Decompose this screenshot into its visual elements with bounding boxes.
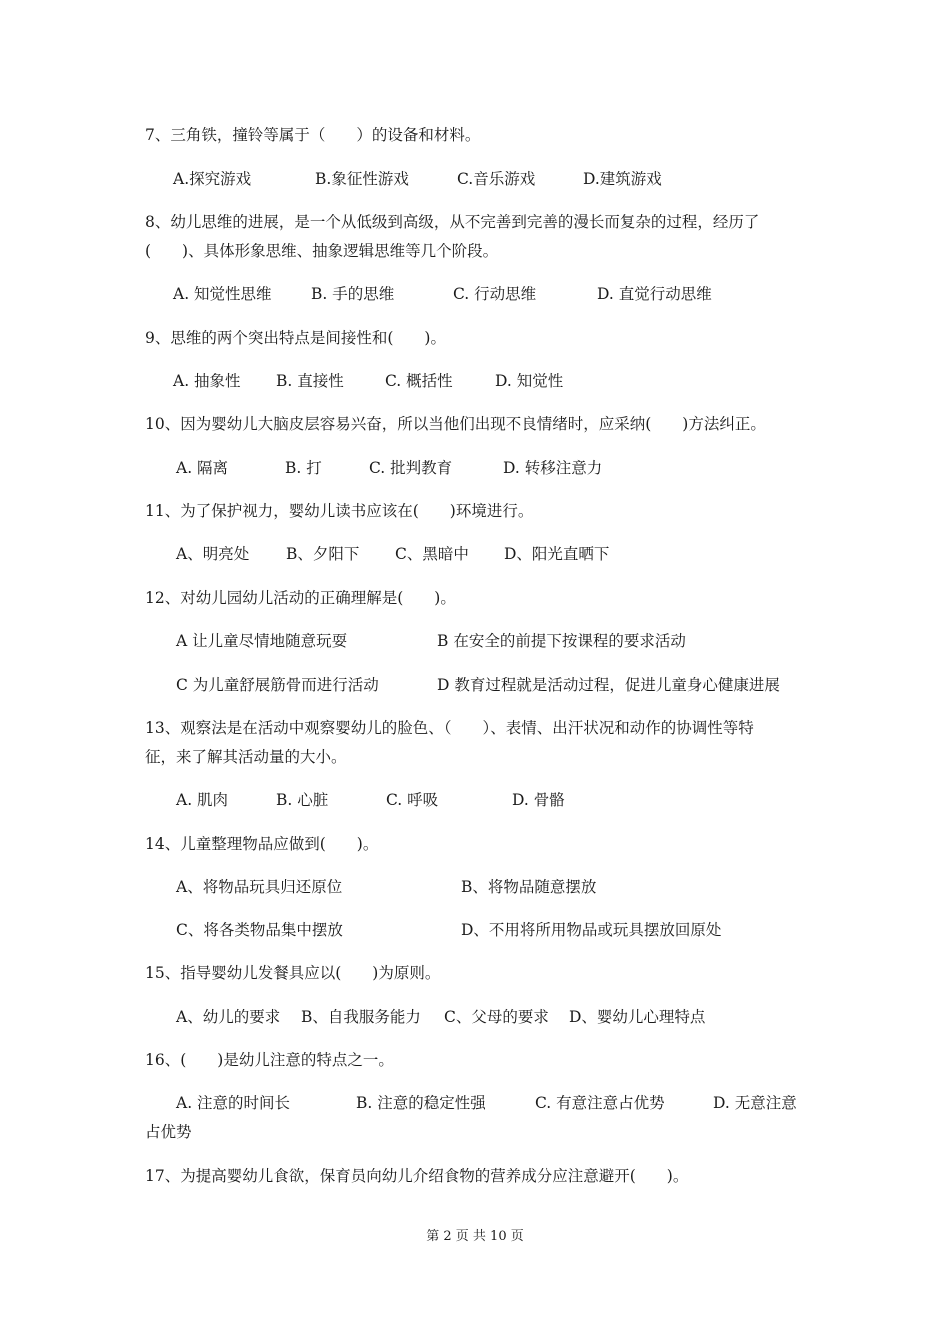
question-9-option-a: A. 抽象性 [173, 372, 241, 390]
page-footer: 第 2 页 共 10 页 [426, 1229, 524, 1244]
question-11-option-b: B、夕阳下 [286, 545, 360, 563]
question-15-stem: 15、指导婴幼儿发餐具应以( )为原则。 [145, 964, 441, 982]
question-16-option-b: B. 注意的稳定性强 [356, 1094, 486, 1112]
question-13-option-c: C. 呼吸 [386, 791, 439, 809]
question-8-option-d: D. 直觉行动思维 [597, 285, 712, 303]
question-15-option-b: B、自我服务能力 [301, 1008, 421, 1026]
question-16-option-c: C. 有意注意占优势 [535, 1094, 665, 1112]
question-7-option-c: C.音乐游戏 [457, 170, 536, 188]
question-11-option-a: A、明亮处 [176, 545, 250, 563]
question-11-option-c: C、黑暗中 [395, 545, 469, 563]
question-11-stem: 11、为了保护视力，婴幼儿读书应该在( )环境进行。 [145, 502, 534, 520]
question-16-option-a: A. 注意的时间长 [176, 1094, 291, 1112]
question-16-option-d: D. 无意注意 [713, 1094, 797, 1112]
question-8-stem-line-2: ( )、具体形象思维、抽象逻辑思维等几个阶段。 [145, 242, 499, 260]
question-8-option-a: A. 知觉性思维 [173, 285, 272, 303]
question-10-option-a: A. 隔离 [176, 459, 229, 477]
question-12-option-d: D 教育过程就是活动过程，促进儿童身心健康进展 [437, 676, 780, 694]
question-7-option-d: D.建筑游戏 [583, 170, 662, 188]
question-9-option-c: C. 概括性 [385, 372, 453, 390]
question-13-option-a: A. 肌肉 [176, 791, 229, 809]
question-9-option-d: D. 知觉性 [495, 372, 564, 390]
question-14-option-c: C、将各类物品集中摆放 [176, 921, 343, 939]
question-7-option-b: B.象征性游戏 [315, 170, 409, 188]
question-13-option-b: B. 心脏 [276, 791, 329, 809]
question-9-stem: 9、思维的两个突出特点是间接性和( )。 [145, 329, 446, 347]
question-12-option-c: C 为儿童舒展筋骨而进行活动 [176, 676, 379, 694]
question-12-stem: 12、对幼儿园幼儿活动的正确理解是( )。 [145, 589, 456, 607]
question-7-option-a: A.探究游戏 [173, 170, 252, 188]
question-12-option-a: A 让儿童尽情地随意玩耍 [176, 632, 348, 650]
question-10-stem: 10、因为婴幼儿大脑皮层容易兴奋，所以当他们出现不良情绪时，应采纳( )方法纠正。 [145, 415, 766, 433]
question-8-stem-line-1: 8、幼儿思维的进展，是一个从低级到高级，从不完善到完善的漫长而复杂的过程，经历了 [145, 213, 760, 231]
question-10-option-b: B. 打 [285, 459, 322, 477]
question-14-option-d: D、不用将所用物品或玩具摆放回原处 [461, 921, 722, 939]
question-10-option-c: C. 批判教育 [369, 459, 453, 477]
question-13-option-d: D. 骨骼 [512, 791, 565, 809]
question-7-stem: 7、三角铁，撞铃等属于（ ）的设备和材料。 [145, 126, 481, 144]
question-12-option-b: B 在安全的前提下按课程的要求活动 [437, 632, 686, 650]
question-8-option-c: C. 行动思维 [453, 285, 537, 303]
question-15-option-c: C、父母的要求 [444, 1008, 549, 1026]
question-10-option-d: D. 转移注意力 [503, 459, 603, 477]
question-15-option-d: D、婴幼儿心理特点 [569, 1008, 706, 1026]
question-16-stem: 16、( )是幼儿注意的特点之一。 [145, 1051, 394, 1069]
question-14-option-b: B、将物品随意摆放 [461, 878, 597, 896]
question-11-option-d: D、阳光直晒下 [504, 545, 610, 563]
question-13-stem-line-1: 13、观察法是在活动中观察婴幼儿的脸色、（ ）、表情、出汗状况和动作的协调性等特 [145, 719, 754, 737]
question-14-stem: 14、儿童整理物品应做到( )。 [145, 835, 379, 853]
question-15-option-a: A、幼儿的要求 [176, 1008, 281, 1026]
question-9-option-b: B. 直接性 [276, 372, 344, 390]
question-14-option-a: A、将物品玩具归还原位 [176, 878, 343, 896]
question-13-stem-line-2: 征，来了解其活动量的大小。 [145, 748, 347, 766]
question-17-stem: 17、为提高婴幼儿食欲，保育员向幼儿介绍食物的营养成分应注意避开( )。 [145, 1167, 689, 1185]
question-16-option-d-wrap: 占优势 [145, 1123, 192, 1141]
question-8-option-b: B. 手的思维 [311, 285, 395, 303]
